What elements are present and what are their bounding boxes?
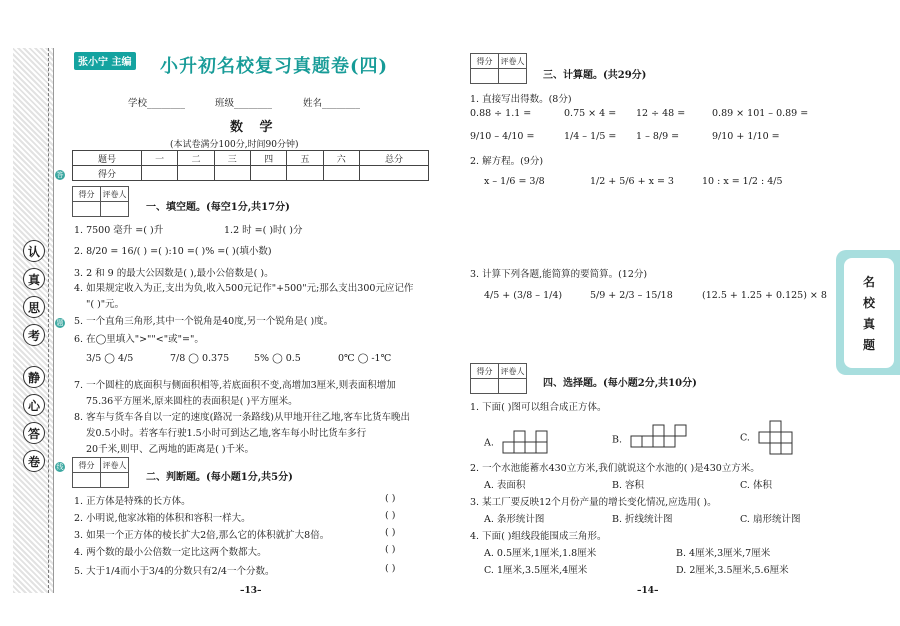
motto-char: 静 [23,366,45,388]
judge-question: 4. 两个数的最小公倍数一定比这两个数都大。 [74,547,267,558]
equation: x – 1/6 = 3/8 [484,176,545,187]
score-header: 三 [214,151,250,166]
choice-option[interactable]: B. 4厘米,3厘米,7厘米 [676,548,771,559]
score-label: 得分 [73,458,101,473]
net-a-icon [501,430,561,456]
equation: 10 : x = 1/2 : 4/5 [702,176,783,187]
motto-char: 答 [23,422,45,444]
grader-cell[interactable] [499,379,527,394]
calc-expression: 5/9 + 2/3 – 15/18 [590,290,673,301]
score-label: 得分 [73,187,101,202]
grader-label: 评卷人 [499,54,527,69]
compare-item: 0℃ ◯ -1℃ [338,353,392,364]
score-cell[interactable] [250,166,286,181]
score-cell[interactable] [471,379,499,394]
subject-title: 数 学 [230,120,279,135]
school-field[interactable]: 学校________ [128,98,186,109]
calc-item: 0.88 ÷ 1.1 = [470,108,532,119]
grader-box [470,363,527,394]
score-cell[interactable] [359,166,428,181]
question: 6. 在◯里填入">""<"或"="。 [74,334,204,345]
score-cell[interactable] [141,166,177,181]
tab-char: 真 [862,317,875,331]
compare-item: 7/8 ◯ 0.375 [170,353,230,364]
section1-heading: 一、填空题。(每空1分,共17分) [146,202,290,213]
answer-paren[interactable]: ( ) [385,510,396,521]
tab-char: 校 [862,296,875,310]
class-field[interactable]: 班级________ [215,98,273,109]
equation: 1/2 + 5/6 + x = 3 [590,176,674,187]
judge-question: 2. 小明说,他家冰箱的体积和容积一样大。 [74,513,251,524]
grader-box [72,186,129,217]
question: 20千米,则甲、乙两地的距离是( )千米。 [86,444,255,455]
score-header: 总分 [359,151,428,166]
question: 3. 计算下列各题,能简算的要简算。(12分) [470,269,648,280]
motto-char: 卷 [23,450,45,472]
score-cell[interactable] [287,166,323,181]
motto-char: 真 [23,268,45,290]
grader-label: 评卷人 [101,458,129,473]
grader-label: 评卷人 [499,364,527,379]
score-cell[interactable] [73,202,101,217]
score-table [72,150,429,181]
answer-paren[interactable]: ( ) [385,544,396,555]
question: 4. 如果规定收入为正,支出为负,收入500元记作"+500"元;那么支出300元应记作 [74,283,414,294]
score-cell[interactable] [214,166,250,181]
choice-option[interactable]: C. 扇形统计图 [740,514,801,525]
score-header: 六 [323,151,359,166]
publisher-logo: 张小宁 主编 [74,52,136,70]
calc-item: 1 – 8/9 = [636,131,680,142]
question: 发0.5小时。若客车行驶1.5小时可到达乙地,客车每小时比货车多行 [86,428,367,439]
question: 5. 一个直角三角形,其中一个锐角是40度,另一个锐角是( )度。 [74,316,334,327]
choice-option[interactable]: A. 表面积 [484,480,526,491]
grader-label: 评卷人 [101,187,129,202]
calc-item: 9/10 + 1/10 = [712,131,780,142]
question: 1. 7500 毫升 =( )升 [74,225,164,236]
answer-paren[interactable]: ( ) [385,527,396,538]
seal-line-dot: 题 [56,319,64,327]
judge-question: 5. 大于1/4而小于3/4的分数只有2/4一个分数。 [74,566,275,577]
judge-question: 3. 如果一个正方体的棱长扩大2倍,那么它的体积就扩大8倍。 [74,530,330,541]
score-label: 得分 [471,364,499,379]
tab-char: 名 [862,275,875,289]
choice-option[interactable]: B. 折线统计图 [612,514,673,525]
calc-item: 1/4 – 1/5 = [564,131,617,142]
question: 2. 一个水池能蓄水430立方米,我们就说这个水池的( )是430立方米。 [470,463,760,474]
grader-cell[interactable] [101,202,129,217]
score-label: 得分 [471,54,499,69]
net-b-icon [629,424,689,456]
option-b[interactable] [612,424,689,456]
seal-line-dot: 答 [56,171,64,179]
score-header: 二 [178,151,214,166]
exam-note: (本试卷满分100分,时间90分钟) [170,140,299,150]
grader-box [72,457,129,488]
score-header: 一 [141,151,177,166]
question: 2. 解方程。(9分) [470,156,544,167]
calc-item: 0.89 × 101 – 0.89 = [712,108,809,119]
option-c[interactable] [740,420,807,456]
score-cell[interactable] [178,166,214,181]
question: 3. 某工厂要反映12个月份产量的增长变化情况,应选用( )。 [470,497,717,508]
section2-heading: 二、判断题。(每小题1分,共5分) [146,472,293,483]
calc-item: 9/10 – 4/10 = [470,131,535,142]
option-label: C. [740,432,750,444]
score-header: 五 [287,151,323,166]
option-a[interactable] [484,430,561,456]
motto-char: 思 [23,296,45,318]
choice-option[interactable]: C. 1厘米,3.5厘米,4厘米 [484,565,588,576]
grader-cell[interactable] [499,69,527,84]
score-row-label: 得分 [73,166,142,181]
compare-item: 5% ◯ 0.5 [254,353,301,364]
section4-heading: 四、选择题。(每小题2分,共10分) [543,378,697,389]
judge-question: 1. 正方体是特殊的长方体。 [74,496,191,507]
choice-option[interactable]: A. 条形统计图 [484,514,545,525]
tab-char: 题 [862,338,875,352]
score-header: 题号 [73,151,142,166]
score-cell[interactable] [323,166,359,181]
option-label: A. [484,437,494,449]
name-field[interactable]: 姓名________ [303,98,361,109]
score-cell[interactable] [471,69,499,84]
grader-cell[interactable] [101,473,129,488]
side-tab-label [844,258,894,368]
choice-option[interactable]: C. 体积 [740,480,772,491]
motto-char: 考 [23,324,45,346]
score-cell[interactable] [73,473,101,488]
question: 7. 一个圆柱的底面积与侧面积相等,若底面积不变,高增加3厘米,则表面积增加 [74,380,396,391]
motto-char: 认 [23,240,45,262]
answer-paren[interactable]: ( ) [385,563,396,574]
choice-option[interactable]: B. 容积 [612,480,645,491]
page-title: 小升初名校复习真题卷(四) [160,56,389,77]
compare-item: 3/5 ◯ 4/5 [86,353,134,364]
question: "( )"元。 [86,299,125,310]
calc-item: 0.75 × 4 = [564,108,617,119]
question: 2. 8/20 = 16/( ) =( ):10 =( )% =( )(填小数) [74,246,272,257]
net-c-icon [757,420,807,456]
option-label: B. [612,434,623,446]
choice-option[interactable]: A. 0.5厘米,1厘米,1.8厘米 [484,548,597,559]
calc-item: 12 ÷ 48 = [636,108,686,119]
section3-heading: 三、计算题。(共29分) [543,70,647,81]
side-motto [19,240,49,472]
question: 1.2 时 =( )时( )分 [224,225,303,236]
motto-char: 心 [23,394,45,416]
seal-line-dot: 线 [56,463,64,471]
question: 75.36平方厘米,原来圆柱的表面积是( )平方厘米。 [86,396,298,407]
calc-expression: 4/5 + (3/8 – 1/4) [484,290,563,301]
answer-paren[interactable]: ( ) [385,493,396,504]
page-number: –13– [240,586,262,596]
question: 3. 2 和 9 的最大公因数是( ),最小公倍数是( )。 [74,268,274,279]
score-header: 四 [250,151,286,166]
question: 1. 直接写出得数。(8分) [470,94,572,105]
question: 4. 下面( )组线段能围成三角形。 [470,531,607,542]
question: 1. 下面( )图可以组合成正方体。 [470,402,607,413]
choice-option[interactable]: D. 2厘米,3.5厘米,5.6厘米 [676,565,789,576]
question: 8. 客车与货车各自以一定的速度(路况一条路线)从甲地开往乙地,客车比货车晚出 [74,412,411,423]
grader-box [470,53,527,84]
calc-expression: (12.5 + 1.25 + 0.125) × 8 [702,290,827,301]
page-number: –14– [637,586,659,596]
